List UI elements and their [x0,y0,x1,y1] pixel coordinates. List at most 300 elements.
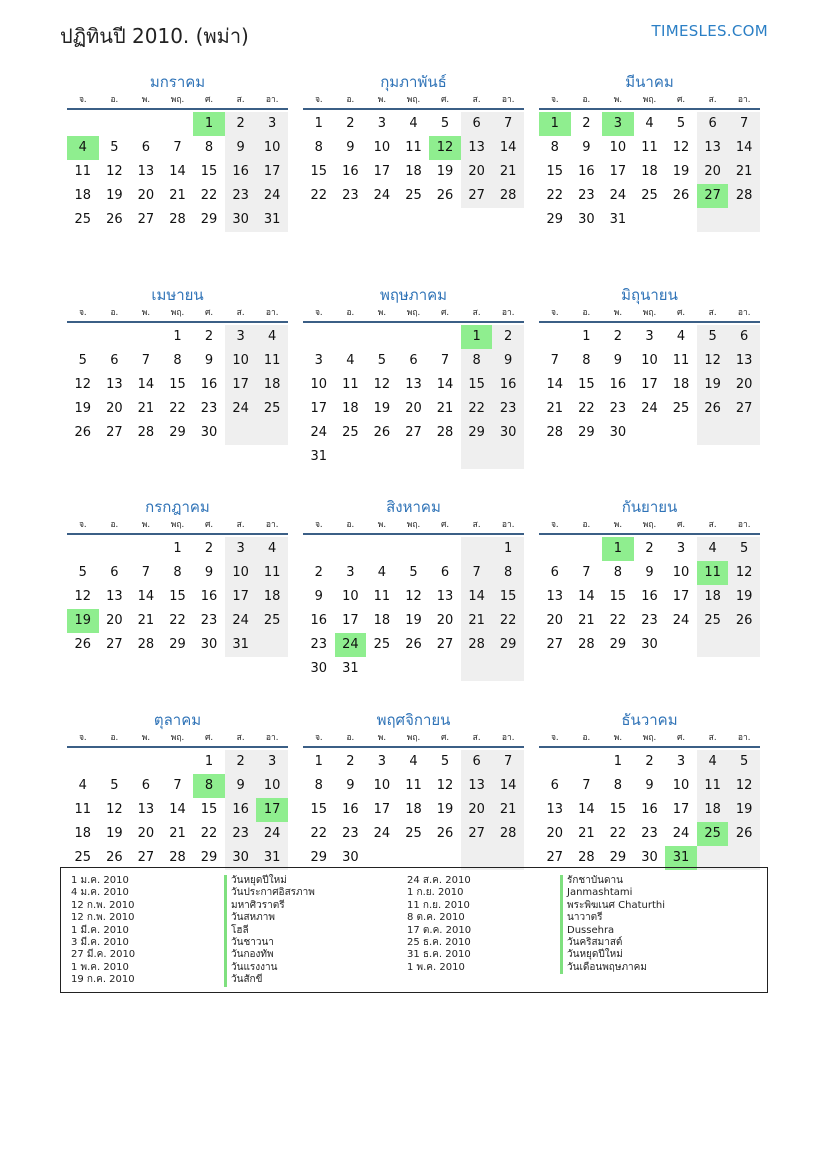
day-cell[interactable]: 27 [405,424,422,440]
day-cell[interactable]: 27 [106,637,123,652]
day-cell[interactable]: 2 [314,565,323,580]
day-cell[interactable]: 7 [173,140,182,155]
day-cell[interactable]: 2 [225,750,257,774]
day-cell[interactable]: 13 [546,801,564,817]
day-cell[interactable]: 12 [436,777,454,793]
holiday-day-cell[interactable]: 27 [697,184,729,208]
day-cell[interactable]: 7 [440,352,450,368]
day-cell[interactable]: 17 [672,589,690,604]
day-cell[interactable]: 8 [613,777,623,793]
day-cell[interactable]: 24 [641,400,658,416]
day-cell[interactable]: 27 [728,397,760,421]
holiday-day-cell[interactable]: 4 [67,136,99,160]
day-cell[interactable]: 5 [728,537,760,561]
day-cell[interactable]: 7 [582,565,591,580]
day-cell[interactable]: 3 [377,116,387,131]
day-cell[interactable]: 25 [74,849,92,865]
day-cell[interactable]: 13 [461,136,493,160]
day-cell[interactable]: 12 [74,376,92,392]
day-cell[interactable]: 28 [492,822,524,846]
day-cell[interactable]: 11 [256,349,288,373]
day-cell[interactable]: 11 [373,589,391,604]
day-cell[interactable]: 10 [256,136,288,160]
day-cell[interactable]: 7 [173,777,182,793]
day-cell[interactable]: 21 [492,160,524,184]
day-cell[interactable]: 28 [578,637,595,652]
day-cell[interactable]: 7 [492,750,524,774]
day-cell[interactable]: 24 [672,613,690,628]
day-cell[interactable]: 4 [409,753,418,769]
day-cell[interactable]: 21 [728,160,760,184]
day-cell[interactable]: 24 [256,184,288,208]
day-cell[interactable]: 24 [672,825,690,841]
day-cell[interactable]: 4 [256,537,288,561]
day-cell[interactable]: 17 [373,801,391,817]
day-cell[interactable]: 3 [256,112,288,136]
day-cell[interactable]: 1 [173,328,182,344]
day-cell[interactable]: 9 [492,349,524,373]
day-cell[interactable]: 12 [697,349,729,373]
day-cell[interactable]: 2 [613,328,623,344]
day-cell[interactable]: 4 [78,777,87,793]
day-cell[interactable]: 10 [373,140,391,155]
holiday-day-cell[interactable]: 1 [461,325,493,349]
day-cell[interactable]: 12 [74,589,92,604]
day-cell[interactable]: 18 [641,164,658,179]
day-cell[interactable]: 23 [578,188,595,203]
day-cell[interactable]: 30 [641,849,658,865]
day-cell[interactable]: 9 [346,777,355,793]
day-cell[interactable]: 18 [342,400,359,416]
day-cell[interactable]: 21 [137,613,155,628]
day-cell[interactable]: 25 [697,609,729,633]
day-cell[interactable]: 4 [346,352,355,368]
day-cell[interactable]: 13 [436,589,454,604]
day-cell[interactable]: 22 [169,400,186,416]
day-cell[interactable]: 22 [492,609,524,633]
day-cell[interactable]: 24 [310,424,328,440]
day-cell[interactable]: 10 [225,349,257,373]
holiday-day-cell[interactable]: 12 [429,136,461,160]
day-cell[interactable]: 16 [310,613,328,628]
day-cell[interactable]: 19 [672,164,690,179]
day-cell[interactable]: 29 [200,849,218,865]
day-cell[interactable]: 5 [676,116,686,131]
day-cell[interactable]: 22 [310,825,328,841]
day-cell[interactable]: 24 [225,397,257,421]
day-cell[interactable]: 18 [256,373,288,397]
day-cell[interactable]: 3 [256,750,288,774]
day-cell[interactable]: 1 [314,116,323,131]
day-cell[interactable]: 26 [373,424,391,440]
day-cell[interactable]: 27 [461,822,493,846]
day-cell[interactable]: 20 [728,373,760,397]
day-cell[interactable]: 4 [676,328,686,344]
day-cell[interactable]: 9 [204,352,214,368]
day-cell[interactable]: 28 [137,637,155,652]
day-cell[interactable]: 29 [609,849,627,865]
day-cell[interactable]: 26 [672,188,690,203]
day-cell[interactable]: 7 [492,112,524,136]
holiday-day-cell[interactable]: 8 [193,774,225,798]
day-cell[interactable]: 6 [110,352,119,368]
day-cell[interactable]: 19 [436,801,454,817]
day-cell[interactable]: 6 [728,325,760,349]
day-cell[interactable]: 23 [641,825,658,841]
day-cell[interactable]: 23 [609,400,627,416]
day-cell[interactable]: 10 [342,589,359,604]
day-cell[interactable]: 13 [137,164,155,179]
day-cell[interactable]: 22 [546,188,564,203]
day-cell[interactable]: 20 [461,160,493,184]
day-cell[interactable]: 14 [137,376,155,392]
day-cell[interactable]: 22 [578,400,595,416]
day-cell[interactable]: 22 [609,613,627,628]
holiday-day-cell[interactable]: 31 [665,846,697,870]
day-cell[interactable]: 8 [173,352,182,368]
day-cell[interactable]: 12 [672,140,690,155]
day-cell[interactable]: 20 [137,825,155,841]
day-cell[interactable]: 14 [492,136,524,160]
day-cell[interactable]: 18 [74,188,92,203]
day-cell[interactable]: 26 [74,637,92,652]
day-cell[interactable]: 2 [492,325,524,349]
day-cell[interactable]: 11 [74,801,92,817]
day-cell[interactable]: 9 [645,777,654,793]
day-cell[interactable]: 30 [641,637,658,652]
day-cell[interactable]: 6 [550,565,559,580]
day-cell[interactable]: 16 [578,164,595,179]
day-cell[interactable]: 10 [672,777,690,793]
day-cell[interactable]: 28 [169,849,186,865]
holiday-day-cell[interactable]: 17 [256,798,288,822]
day-cell[interactable]: 14 [436,376,454,392]
day-cell[interactable]: 5 [409,565,418,580]
day-cell[interactable]: 2 [204,541,214,556]
day-cell[interactable]: 6 [697,112,729,136]
day-cell[interactable]: 26 [728,822,760,846]
day-cell[interactable]: 20 [697,160,729,184]
day-cell[interactable]: 1 [204,753,214,769]
day-cell[interactable]: 22 [169,613,186,628]
day-cell[interactable]: 22 [310,188,328,203]
day-cell[interactable]: 7 [550,352,559,368]
day-cell[interactable]: 27 [546,849,564,865]
day-cell[interactable]: 31 [225,633,257,657]
day-cell[interactable]: 21 [137,400,155,416]
brand-link[interactable]: TIMESLES.COM [651,22,768,40]
day-cell[interactable]: 16 [200,376,218,392]
day-cell[interactable]: 25 [373,637,391,652]
day-cell[interactable]: 18 [672,376,690,392]
day-cell[interactable]: 26 [74,424,92,440]
day-cell[interactable]: 30 [578,212,595,227]
day-cell[interactable]: 22 [461,397,493,421]
day-cell[interactable]: 18 [697,585,729,609]
day-cell[interactable]: 7 [141,352,151,368]
day-cell[interactable]: 4 [377,565,387,580]
day-cell[interactable]: 15 [169,376,186,392]
day-cell[interactable]: 31 [310,448,328,464]
day-cell[interactable]: 10 [256,774,288,798]
day-cell[interactable]: 11 [641,140,658,155]
holiday-day-cell[interactable]: 11 [697,561,729,585]
day-cell[interactable]: 1 [314,753,323,769]
holiday-day-cell[interactable]: 1 [539,112,571,136]
day-cell[interactable]: 25 [405,825,422,841]
day-cell[interactable]: 1 [613,753,623,769]
day-cell[interactable]: 19 [106,188,123,203]
day-cell[interactable]: 15 [310,801,328,817]
day-cell[interactable]: 14 [137,589,155,604]
day-cell[interactable]: 24 [225,609,257,633]
day-cell[interactable]: 10 [609,140,627,155]
day-cell[interactable]: 16 [492,373,524,397]
day-cell[interactable]: 3 [346,565,355,580]
day-cell[interactable]: 23 [200,613,218,628]
day-cell[interactable]: 7 [582,777,591,793]
day-cell[interactable]: 10 [672,565,690,580]
day-cell[interactable]: 3 [676,753,686,769]
day-cell[interactable]: 9 [346,140,355,155]
day-cell[interactable]: 27 [137,212,155,227]
day-cell[interactable]: 8 [492,561,524,585]
day-cell[interactable]: 31 [256,846,288,870]
day-cell[interactable]: 10 [225,561,257,585]
day-cell[interactable]: 29 [492,633,524,657]
day-cell[interactable]: 30 [609,424,627,440]
day-cell[interactable]: 2 [582,116,591,131]
day-cell[interactable]: 6 [409,352,418,368]
day-cell[interactable]: 8 [314,777,323,793]
day-cell[interactable]: 14 [492,774,524,798]
day-cell[interactable]: 29 [169,424,186,440]
day-cell[interactable]: 6 [110,565,119,580]
day-cell[interactable]: 18 [697,798,729,822]
day-cell[interactable]: 8 [204,140,214,155]
day-cell[interactable]: 2 [346,753,355,769]
day-cell[interactable]: 7 [461,561,493,585]
day-cell[interactable]: 27 [436,637,454,652]
day-cell[interactable]: 29 [169,637,186,652]
day-cell[interactable]: 31 [342,661,359,676]
day-cell[interactable]: 21 [461,609,493,633]
day-cell[interactable]: 10 [373,777,391,793]
day-cell[interactable]: 5 [377,352,387,368]
day-cell[interactable]: 21 [492,798,524,822]
day-cell[interactable]: 4 [645,116,654,131]
day-cell[interactable]: 16 [641,589,658,604]
day-cell[interactable]: 16 [342,164,359,179]
day-cell[interactable]: 28 [492,184,524,208]
day-cell[interactable]: 8 [613,565,623,580]
day-cell[interactable]: 24 [373,825,391,841]
day-cell[interactable]: 13 [461,774,493,798]
day-cell[interactable]: 25 [256,397,288,421]
day-cell[interactable]: 22 [200,188,218,203]
day-cell[interactable]: 12 [106,801,123,817]
day-cell[interactable]: 16 [609,376,627,392]
day-cell[interactable]: 13 [137,801,155,817]
day-cell[interactable]: 15 [492,585,524,609]
day-cell[interactable]: 25 [74,212,92,227]
day-cell[interactable]: 29 [609,637,627,652]
day-cell[interactable]: 22 [200,825,218,841]
day-cell[interactable]: 10 [310,376,328,392]
day-cell[interactable]: 26 [728,609,760,633]
day-cell[interactable]: 12 [373,376,391,392]
day-cell[interactable]: 20 [546,613,564,628]
day-cell[interactable]: 5 [78,565,87,580]
day-cell[interactable]: 30 [342,849,359,865]
day-cell[interactable]: 25 [641,188,658,203]
day-cell[interactable]: 11 [697,774,729,798]
day-cell[interactable]: 9 [225,136,257,160]
day-cell[interactable]: 11 [342,376,359,392]
day-cell[interactable]: 9 [225,774,257,798]
day-cell[interactable]: 28 [578,849,595,865]
day-cell[interactable]: 5 [110,140,119,155]
day-cell[interactable]: 18 [405,164,422,179]
day-cell[interactable]: 24 [609,188,627,203]
day-cell[interactable]: 9 [582,140,591,155]
day-cell[interactable]: 27 [461,184,493,208]
day-cell[interactable]: 28 [137,424,155,440]
day-cell[interactable]: 27 [137,849,155,865]
day-cell[interactable]: 27 [546,637,564,652]
holiday-day-cell[interactable]: 25 [697,822,729,846]
day-cell[interactable]: 16 [641,801,658,817]
day-cell[interactable]: 2 [346,116,355,131]
day-cell[interactable]: 25 [256,609,288,633]
day-cell[interactable]: 4 [697,750,729,774]
day-cell[interactable]: 25 [672,400,690,416]
day-cell[interactable]: 11 [256,561,288,585]
day-cell[interactable]: 2 [225,112,257,136]
day-cell[interactable]: 23 [342,188,359,203]
holiday-day-cell[interactable]: 24 [335,633,367,657]
day-cell[interactable]: 13 [546,589,564,604]
day-cell[interactable]: 12 [728,561,760,585]
day-cell[interactable]: 2 [645,541,654,556]
day-cell[interactable]: 23 [225,822,257,846]
day-cell[interactable]: 17 [672,801,690,817]
day-cell[interactable]: 30 [310,661,328,676]
day-cell[interactable]: 21 [546,400,564,416]
day-cell[interactable]: 26 [436,188,454,203]
day-cell[interactable]: 28 [169,212,186,227]
day-cell[interactable]: 20 [106,613,123,628]
day-cell[interactable]: 5 [110,777,119,793]
day-cell[interactable]: 8 [461,349,493,373]
day-cell[interactable]: 7 [728,112,760,136]
day-cell[interactable]: 30 [200,637,218,652]
day-cell[interactable]: 11 [74,164,92,179]
day-cell[interactable]: 20 [405,400,422,416]
day-cell[interactable]: 5 [728,750,760,774]
day-cell[interactable]: 4 [256,325,288,349]
day-cell[interactable]: 11 [672,352,690,368]
day-cell[interactable]: 9 [645,565,654,580]
day-cell[interactable]: 15 [578,376,595,392]
day-cell[interactable]: 9 [204,565,214,580]
day-cell[interactable]: 8 [550,140,559,155]
day-cell[interactable]: 16 [342,801,359,817]
day-cell[interactable]: 3 [676,541,686,556]
day-cell[interactable]: 25 [405,188,422,203]
day-cell[interactable]: 29 [546,212,564,227]
day-cell[interactable]: 18 [405,801,422,817]
day-cell[interactable]: 26 [106,849,123,865]
day-cell[interactable]: 17 [225,373,257,397]
day-cell[interactable]: 16 [225,160,257,184]
day-cell[interactable]: 27 [106,424,123,440]
day-cell[interactable]: 30 [492,421,524,445]
day-cell[interactable]: 1 [582,328,591,344]
day-cell[interactable]: 29 [578,424,595,440]
day-cell[interactable]: 12 [405,589,422,604]
day-cell[interactable]: 30 [200,424,218,440]
day-cell[interactable]: 19 [106,825,123,841]
day-cell[interactable]: 15 [200,164,218,179]
day-cell[interactable]: 24 [373,188,391,203]
day-cell[interactable]: 15 [609,801,627,817]
day-cell[interactable]: 11 [405,140,422,155]
day-cell[interactable]: 23 [492,397,524,421]
day-cell[interactable]: 23 [200,400,218,416]
day-cell[interactable]: 6 [550,777,559,793]
day-cell[interactable]: 19 [728,585,760,609]
day-cell[interactable]: 9 [613,352,623,368]
day-cell[interactable]: 14 [728,136,760,160]
day-cell[interactable]: 30 [225,208,257,232]
day-cell[interactable]: 18 [74,825,92,841]
day-cell[interactable]: 14 [578,589,595,604]
holiday-day-cell[interactable]: 3 [602,112,634,136]
day-cell[interactable]: 19 [728,798,760,822]
day-cell[interactable]: 22 [609,825,627,841]
day-cell[interactable]: 15 [546,164,564,179]
day-cell[interactable]: 9 [314,589,323,604]
day-cell[interactable]: 21 [436,400,454,416]
day-cell[interactable]: 20 [461,798,493,822]
day-cell[interactable]: 23 [310,637,328,652]
day-cell[interactable]: 21 [169,188,186,203]
day-cell[interactable]: 29 [461,421,493,445]
day-cell[interactable]: 1 [173,541,182,556]
day-cell[interactable]: 23 [342,825,359,841]
day-cell[interactable]: 17 [225,585,257,609]
day-cell[interactable]: 3 [645,328,654,344]
day-cell[interactable]: 4 [409,116,418,131]
day-cell[interactable]: 13 [106,376,123,392]
day-cell[interactable]: 14 [461,585,493,609]
day-cell[interactable]: 30 [225,846,257,870]
holiday-day-cell[interactable]: 1 [602,537,634,561]
day-cell[interactable]: 29 [200,212,218,227]
day-cell[interactable]: 31 [256,208,288,232]
day-cell[interactable]: 13 [106,589,123,604]
day-cell[interactable]: 15 [461,373,493,397]
day-cell[interactable]: 17 [310,400,328,416]
day-cell[interactable]: 6 [461,112,493,136]
day-cell[interactable]: 6 [461,750,493,774]
day-cell[interactable]: 13 [697,136,729,160]
day-cell[interactable]: 14 [169,801,186,817]
day-cell[interactable]: 5 [78,352,87,368]
holiday-day-cell[interactable]: 1 [193,112,225,136]
day-cell[interactable]: 17 [373,164,391,179]
